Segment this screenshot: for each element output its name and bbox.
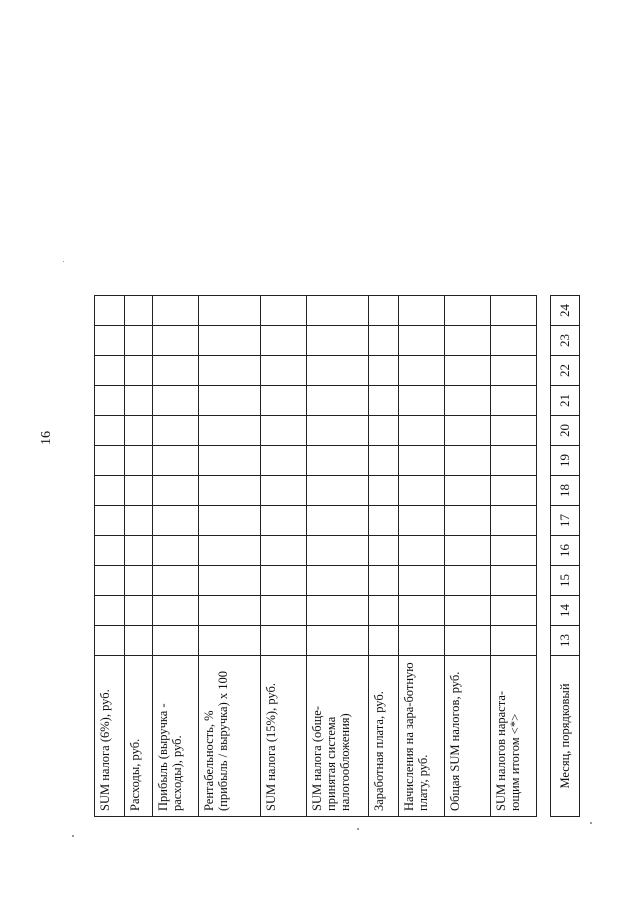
row-label-cell: SUM налога (15%), руб. [261,656,307,817]
empty-value-cell [95,566,125,596]
empty-value-cell [199,416,261,446]
empty-value-cell [307,416,369,446]
empty-value-cell [125,386,153,416]
empty-value-cell [445,416,491,446]
month-number-cell: 24 [551,296,580,326]
month-number-cell: 19 [551,446,580,476]
row-label-cell: SUM налога (6%), руб. [95,656,125,817]
empty-value-cell [95,296,125,326]
empty-value-cell [307,446,369,476]
empty-value-cell [261,596,307,626]
empty-value-cell [369,416,399,446]
table-row [153,296,199,817]
empty-value-cell [369,626,399,656]
empty-value-cell [199,626,261,656]
empty-value-cell [399,386,445,416]
empty-value-cell [399,536,445,566]
empty-value-cell [491,326,537,356]
empty-value-cell [199,596,261,626]
empty-value-cell [445,626,491,656]
empty-value-cell [153,356,199,386]
empty-value-cell [95,386,125,416]
empty-value-cell [369,386,399,416]
scan-speck [72,835,74,837]
empty-value-cell [445,566,491,596]
empty-value-cell [445,596,491,626]
empty-value-cell [153,626,199,656]
empty-value-cell [369,326,399,356]
empty-value-cell [199,566,261,596]
empty-value-cell [95,476,125,506]
empty-value-cell [369,296,399,326]
empty-value-cell [491,536,537,566]
empty-value-cell [307,506,369,536]
empty-value-cell [125,536,153,566]
month-label-cell: Месяц, порядковый [551,656,580,817]
empty-value-cell [307,596,369,626]
empty-value-cell [307,386,369,416]
table-row [95,296,125,817]
month-number-cell: 20 [551,416,580,446]
empty-value-cell [491,566,537,596]
scan-speck [357,828,359,830]
month-number-cell: 17 [551,506,580,536]
empty-value-cell [369,596,399,626]
empty-value-cell [369,356,399,386]
empty-value-cell [399,416,445,446]
empty-value-cell [125,596,153,626]
empty-value-cell [95,356,125,386]
empty-value-cell [307,626,369,656]
empty-value-cell [125,506,153,536]
empty-value-cell [153,326,199,356]
table-row [445,296,491,817]
empty-value-cell [125,566,153,596]
row-label-cell: Начисления на зара-ботную плату, руб. [399,656,445,817]
empty-value-cell [95,506,125,536]
empty-value-cell [199,326,261,356]
empty-value-cell [445,326,491,356]
table-row [261,296,307,817]
empty-value-cell [399,446,445,476]
empty-value-cell [125,326,153,356]
empty-value-cell [307,476,369,506]
empty-value-cell [125,446,153,476]
empty-value-cell [491,596,537,626]
empty-value-cell [153,566,199,596]
empty-value-cell [445,536,491,566]
empty-value-cell [491,296,537,326]
empty-value-cell [445,386,491,416]
empty-value-cell [399,476,445,506]
empty-value-cell [199,386,261,416]
empty-value-cell [399,566,445,596]
empty-value-cell [125,416,153,446]
empty-value-cell [399,326,445,356]
empty-value-cell [199,476,261,506]
empty-value-cell [399,506,445,536]
empty-value-cell [307,326,369,356]
empty-value-cell [153,476,199,506]
month-number-cell: 16 [551,536,580,566]
empty-value-cell [491,506,537,536]
empty-value-cell [491,476,537,506]
month-number-cell: 13 [551,626,580,656]
empty-value-cell [369,566,399,596]
row-label-cell: Прибыль (выручка - расходы), руб. [153,656,199,817]
empty-value-cell [261,296,307,326]
month-row [551,296,580,817]
row-label-cell: SUM налогов нараста-ющим итогом <*> [491,656,537,817]
row-label-cell: Заработная плата, руб. [369,656,399,817]
empty-value-cell [125,356,153,386]
empty-value-cell [445,446,491,476]
empty-value-cell [199,506,261,536]
empty-value-cell [261,356,307,386]
month-number-cell: 21 [551,386,580,416]
empty-value-cell [261,326,307,356]
table-row [199,296,261,817]
empty-value-cell [445,356,491,386]
empty-value-cell [199,446,261,476]
table-row [307,296,369,817]
month-number-cell: 14 [551,596,580,626]
empty-value-cell [153,596,199,626]
row-label-cell: Рентабельность, % (прибыль / выручка) x 100 [199,656,261,817]
row-label-cell: Общая SUM налогов, руб. [445,656,491,817]
empty-value-cell [153,296,199,326]
empty-value-cell [261,446,307,476]
empty-value-cell [491,416,537,446]
empty-value-cell [261,626,307,656]
month-number-cell: 18 [551,476,580,506]
empty-value-cell [199,536,261,566]
month-number-cell: 23 [551,326,580,356]
empty-value-cell [261,536,307,566]
empty-value-cell [261,416,307,446]
row-label-cell: Расходы, руб. [125,656,153,817]
empty-value-cell [399,626,445,656]
scan-speck [590,822,592,824]
row-label-cell: SUM налога (обще-принятая система налогообложения) [307,656,369,817]
empty-value-cell [445,296,491,326]
empty-value-cell [369,446,399,476]
table-row [399,296,445,817]
empty-value-cell [261,476,307,506]
empty-value-cell [199,356,261,386]
empty-value-cell [125,296,153,326]
empty-value-cell [369,476,399,506]
scan-speck [63,261,64,262]
empty-value-cell [491,446,537,476]
tax-calculation-table [94,295,537,817]
month-number-cell: 22 [551,356,580,386]
empty-value-cell [491,626,537,656]
empty-value-cell [369,506,399,536]
empty-value-cell [153,446,199,476]
empty-value-cell [95,326,125,356]
empty-value-cell [95,536,125,566]
page-number: 16 [39,431,54,445]
empty-value-cell [153,386,199,416]
empty-value-cell [399,356,445,386]
empty-value-cell [307,536,369,566]
empty-value-cell [307,296,369,326]
empty-value-cell [95,416,125,446]
table-row [491,296,537,817]
empty-value-cell [153,536,199,566]
empty-value-cell [261,506,307,536]
empty-value-cell [491,356,537,386]
empty-value-cell [261,386,307,416]
empty-value-cell [125,476,153,506]
tax-table-rotated-container [94,295,609,817]
empty-value-cell [153,416,199,446]
empty-value-cell [399,596,445,626]
table-row [125,296,153,817]
empty-value-cell [199,296,261,326]
empty-value-cell [399,296,445,326]
empty-value-cell [125,626,153,656]
empty-value-cell [369,536,399,566]
empty-value-cell [307,566,369,596]
empty-value-cell [307,356,369,386]
empty-value-cell [491,386,537,416]
empty-value-cell [445,476,491,506]
empty-value-cell [95,446,125,476]
month-number-cell: 15 [551,566,580,596]
month-number-table [550,295,580,817]
empty-value-cell [445,506,491,536]
empty-value-cell [95,596,125,626]
empty-value-cell [153,506,199,536]
empty-value-cell [95,626,125,656]
empty-value-cell [261,566,307,596]
table-row [369,296,399,817]
